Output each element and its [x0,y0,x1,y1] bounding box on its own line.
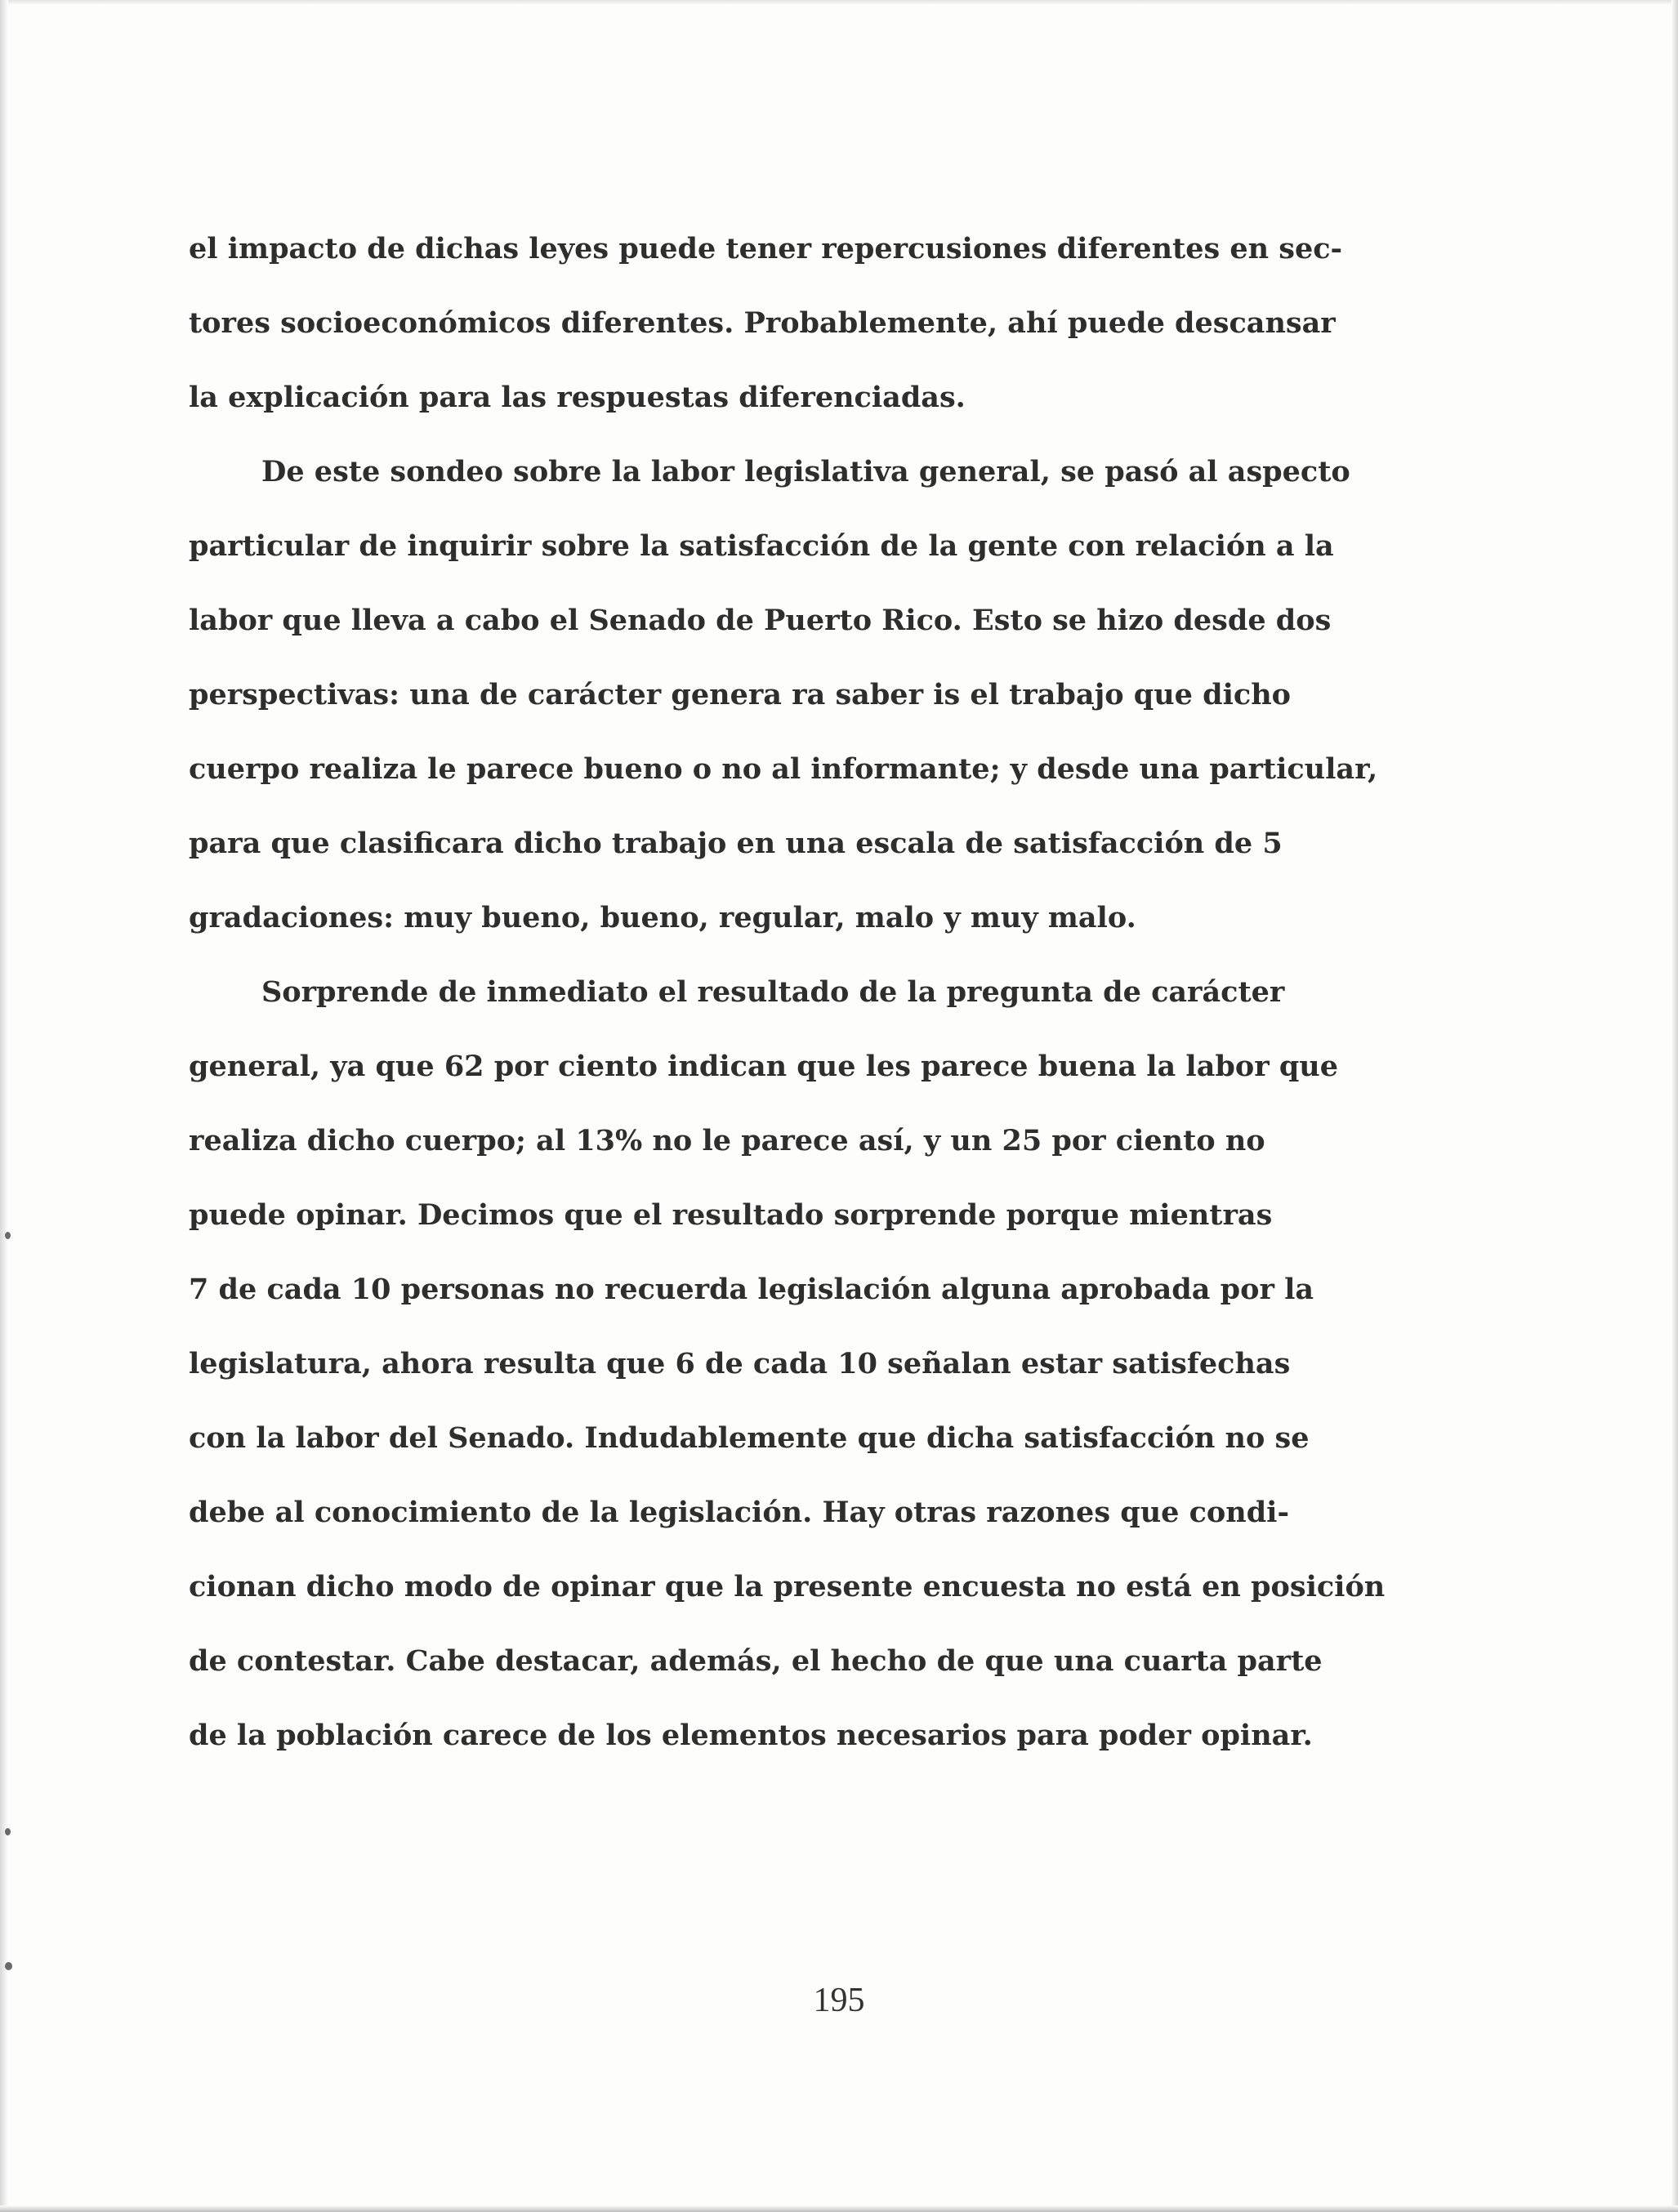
paragraph-3-line-1: Sorprende de inmediato el resultado de la pregunta de carácter [261,975,1285,1009]
paragraph-3-line-5: 7 de cada 10 personas no recuerda legislación alguna aprobada por la [189,1273,1314,1306]
paragraph-3-line-9: cionan dicho modo de opinar que la presente encuesta no está en posición [189,1570,1386,1603]
paragraph-2-line-1: De este sondeo sobre la labor legislativa general, se pasó al aspecto [261,455,1350,488]
paragraph-2-line-5: cuerpo realiza le parece bueno o no al informante; y desde una particular, [189,752,1378,786]
paragraph-1-line-1: el impacto de dichas leyes puede tener repercusiones diferentes en sec- [189,232,1343,265]
paragraph-3-line-7: con la labor del Senado. Indudablemente que dicha satisfacción no se [189,1421,1310,1455]
page-top-edge [0,0,1678,5]
paragraph-3-line-3: realiza dicho cuerpo; al 13% no le parece así, y un 25 por ciento no [189,1124,1265,1157]
paragraph-3-line-8: debe al conocimiento de la legislación. Hay otras razones que condi- [189,1496,1289,1529]
scan-speck [5,1962,12,1970]
paragraph-3-line-4: puede opinar. Decimos que el resultado sorprende porque mientras [189,1198,1273,1232]
page-number: 195 [813,1982,865,2019]
page-left-edge [0,0,8,2212]
paragraph-2-line-7: gradaciones: muy bueno, bueno, regular, malo y muy malo. [189,901,1136,934]
paragraph-3-line-2: general, ya que 62 por ciento indican que les parece buena la labor que [189,1050,1339,1083]
page-bottom-edge [0,2205,1678,2212]
paragraph-2-line-6: para que clasificara dicho trabajo en una escala de satisfacción de 5 [189,827,1283,860]
paragraph-3-line-11: de la población carece de los elementos necesarios para poder opinar. [189,1719,1313,1752]
scan-speck [5,1232,11,1239]
paragraph-1-line-2: tores socioeconómicos diferentes. Probablemente, ahí puede descansar [189,306,1336,340]
paragraph-3-line-6: legislatura, ahora resulta que 6 de cada 10 señalan estar satisfechas [189,1347,1291,1380]
paragraph-2-line-4: perspectivas: una de carácter genera ra saber is el trabajo que dicho [189,678,1292,711]
page-right-edge [1671,0,1678,2212]
scan-speck [5,1828,11,1835]
paragraph-1-line-3: la explicación para las respuestas diferenciadas. [189,381,966,414]
paragraph-3-line-10: de contestar. Cabe destacar, además, el hecho de que una cuarta parte [189,1644,1323,1678]
paragraph-2-line-2: particular de inquirir sobre la satisfacción de la gente con relación a la [189,529,1334,563]
paragraph-2-line-3: labor que lleva a cabo el Senado de Puerto Rico. Esto se hizo desde dos [189,604,1332,637]
